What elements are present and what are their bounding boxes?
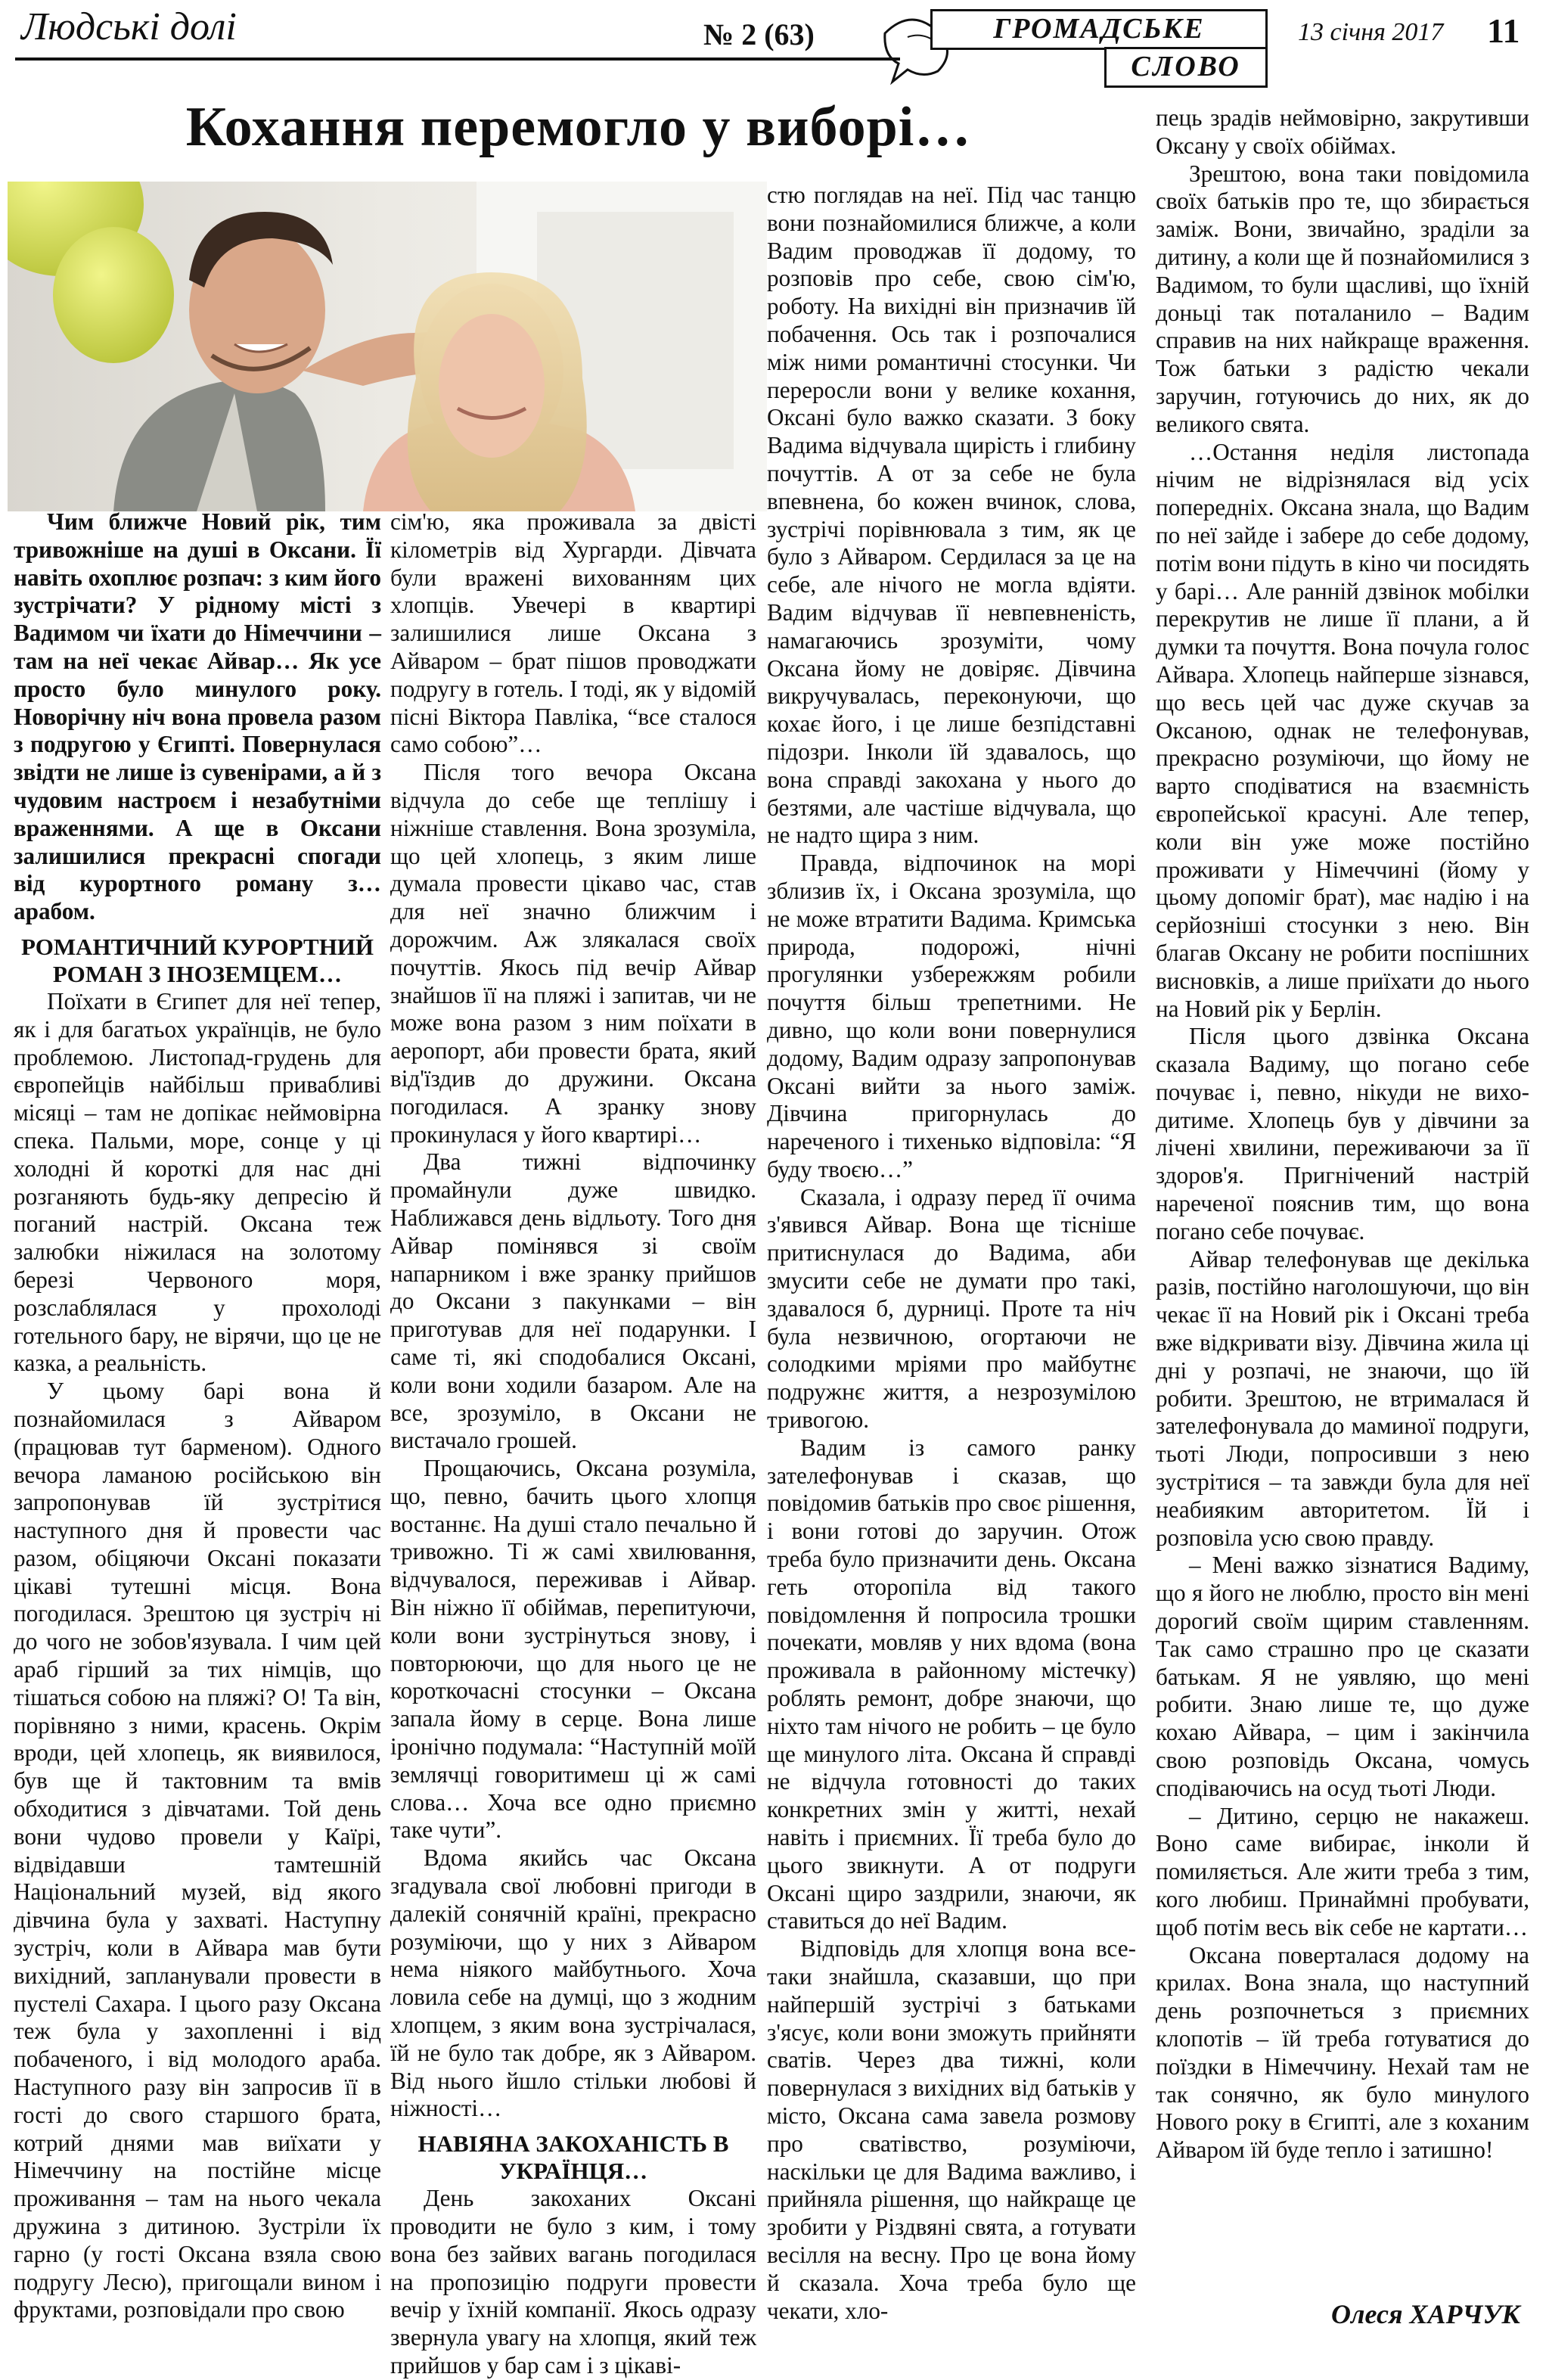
paragraph: Після цього дзвінка Оксана сказала Вадиму, що погано себе почуває і, певно, нікуди не виходитиме. Хлопець був у дівчини за лічені хвилини, переживаючи за її здоров'я. Пригнічений настрій нареченої пояснив тим, що вона погано себе почуває.	[1156, 1023, 1529, 1244]
paragraph: Правда, відпочинок на морі зблизив їх, і Оксана зрозуміла, що не може втратити Вадима. Кримська природа, подорожі, нічні прогулянки узбережжям робили почуття більш трепетними. Не дивно, що коли вони повернулися додому, Вадим одразу запропонував Оксані вийти за нього заміж. Дівчина пригорнулась до нареченого і тихенько відповіла: “Я буду твоєю…”	[767, 850, 1136, 1182]
paragraph: стю поглядав на неї. Під час танцю вони познайомилися ближче, а коли Вадим проводжав її додому, то розповів про себе, свою сім'ю, роботу. На вихідні він призначив їй побачення. Ось так і розпочалися між ними романтичні стосунки. Чи переросли вони у велике кохання, Оксані було важко сказати. З боку Вадима відчувала щирість і глибину почуттів. А от за себе не була впевнена, бо кожен вчинок, слова, зустрічі порівнювала з тим, як це було з Айваром. Сердилася за це на себе, але нічого не могла вдіяти. Вадим відчував її невпевненість, намагаючись зрозуміти, чому Оксана йому не довіряє. Дівчина викручувалась, переконуючи, що кохає його, і це лише безпідставні підозри. Інколи їй здавалось, що вона справді закохана у нього до безтями, але частіше відчувала, що не надто щира з ним.	[767, 182, 1136, 849]
article-column-2	[390, 508, 756, 2380]
newspaper-masthead	[877, 3, 1271, 88]
paragraph: Два тижні відпочинку промайнули дуже швидко. Наближався день відльоту. Того дня Айвар помінявся зі своїм напарником і вже зранку прийшов до Оксани з пакунками – він приготував для неї подарунки. І саме ті, які сподобалися Оксані, коли вони ходили базаром. Але на все, зрозуміло, в Оксани не вистачало грошей.	[390, 1148, 756, 1454]
paragraph: сім'ю, яка проживала за двісті кілометрів від Хургарди. Дівчата були вражені вихованням цих хлопців. Увечері в квартирі залишилися лише Оксана з Айваром – брат пішов проводжати подругу в готель. І тоді, як у відомій пісні Віктора Павліка, “все сталося само собою”…	[390, 508, 756, 758]
paragraph: Вадим із самого ранку зателефонував і сказав, що повідомив батьків про своє рішення, і вони готові до заручин. Отож треба було призначити день. Оксана геть оторопіла від такого повідомлення й попросила трошки почекати, мовляв у них вдома (вона проживала в районному містечку) роблять ремонт, добре знаючи, що ніхто там нічого не робить – це було ще минулого літа. Оксана й справді не відчула готовності до таких конкретних змін у житті, нехай навіть і приємних. Її треба було до цього звикнути. А от подруги Оксані щиро заздрили, знаючи, як ставиться до неї Вадим.	[767, 1434, 1136, 1934]
paragraph: Поїхати в Єгипет для неї тепер, як і для багатьох українців, не було проблемою. Листопад-грудень для європейців найбільш привабливі місяці – там не допікає неймовірна спека. Пальми, море, сонце у ці холодні й короткі для нас дні розганяють будь-яку депресію й поганий настрій. Оксана теж залюбки ніжилася на золотому березі Червоного моря, розслаблялася у прохолоді готельного бару, не вірячи, що це не казка, а реальність.	[14, 987, 381, 1377]
section-title: Людські долі	[21, 5, 237, 48]
article-column-1	[14, 508, 381, 2324]
issue-date: 13 січня 2017	[1298, 18, 1444, 46]
page-header	[0, 0, 1549, 82]
article-lead: Чим ближче Новий рік, тим тривожніше на душі в Оксани. Її навіть охоплює розпач: з ким його зустрічати? У рідному місті з Вадимом чи їхати до Німеччини – там на неї чекає Айвар… Як усе просто було минулого року. Новорічну ніч вона провела разом з подругою у Єгипті. Повернулася звідти не лише із сувенірами, а й з чудовим настроєм і незабутніми враженнями. А ще в Оксани залишилися прекрасні спогади від курортного роману з… арабом.	[14, 508, 381, 925]
paragraph: Після того вечора Оксана відчула до себе ще теплішу і ніжніше ставлення. Вона зрозуміла, що цей хлопець, з яким лише думала провести цікаво час, став для неї значно ближчим і дорожчим. Аж злякалася своїх почуттів. Якось під вечір Айвар знайшов її на пляжі і запитав, чи не може вона разом з ним поїхати в аеропорт, аби провести брата, який від'їздив до дружини. Оксана погодилася. А зранку знову прокинулася у його квартирі…	[390, 759, 756, 1148]
article-column-3	[767, 182, 1136, 2325]
page-number: 11	[1487, 11, 1520, 50]
couple-photo	[8, 182, 767, 511]
paragraph: Сказала, і одразу перед її очима з'явився Айвар. Вона ще тісніше притиснулася до Вадима, аби змусити себе не думати про такі, здавалося б, дурниці. Проте та ніч була незвичною, огортаючи не солодкими мріями про майбутнє подружнє життя, а незрозумілою тривогою.	[767, 1183, 1136, 1434]
header-rule	[15, 57, 900, 61]
paragraph: пець зрадів неймовірно, закрутивши Оксану у своїх обіймах.	[1156, 104, 1529, 159]
subheading-resort-romance: РОМАНТИЧНИЙ КУРОРТНИЙ РОМАН З ІНОЗЕМЦЕМ…	[20, 933, 374, 987]
paragraph: Айвар телефонував ще декілька разів, постійно наголошуючи, що він чекає її на Новий рік і Оксані треба вже відкривати візу. Дівчина жила ці дні у розпачі, не знаючи, що їй робити. Зрештою, не втрималася й зателефонувала до маминої подруги, тьоті Люди, попросивши з нею зустрітися – та завжди була для неї неабияким авторитетом. Їй і розповіла усю свою правду.	[1156, 1245, 1529, 1551]
article-photo	[8, 182, 767, 511]
paragraph: Прощаючись, Оксана розуміла, що, певно, бачить цього хлопця востаннє. На душі стало печально й тривожно. Ті ж самі хвилювання, відчувалося, переживав і Айвар. Він ніжно її обіймав, перепитуючи, коли вони зустрінуться знову, і повторюючи, що для нього це не короткочасні стосунки – Оксана запала йому в серце. Вона лише іронічно подумала: “Наступній моїй землячці говоритимеш ці ж самі слова… Хоча все одно приємно таке чути”.	[390, 1455, 756, 1844]
paragraph: День закоханих Оксані проводити не було з ким, і тому вона без зайвих вагань погодилася на пропозицію подруги провести вечір у їхній компанії. Якось одразу звернула увагу на хлопця, який теж прийшов у бар сам і з цікаві-	[390, 2185, 756, 2378]
paragraph: …Остання неділя листопада нічим не відрізнялася від усіх попередніх. Оксана знала, що Вадим по неї зайде і забере до себе додому, потім вони підуть в кіно чи посидять у барі… Але ранній дзвінок мобілки перекрутив не лише її плани, а й думки та почуття. Вона почула голос Айвара. Хлопець найперше зізнався, що весь цей час дуже скучав за Оксаною, однак не телефонував, прекрасно розуміючи, що йому не варто сподіватися на взаємність європейської красуні. Але тепер, коли він уже може постійно проживати у Німеччині (йому у цьому допоміг брат), має надію і на серйозніші стосунки з нею. Він благав Оксану не робити поспішних висновків, а лише приїхати до нього на Новий рік у Берлін.	[1156, 438, 1529, 1022]
paragraph: – Мені важко зізнатися Вадиму, що я його не люблю, просто він мені дорогий своїм щирим ставленням. Так само страшно про це сказати батькам. Я не уявляю, що мені робити. Знаю лише те, що дуже кохаю Айвара, – цим і закінчила свою розповідь Оксана, чомусь сподіваючись на осуд тьоті Люди.	[1156, 1552, 1529, 1801]
paragraph: У цьому барі вона й познайомилася з Айваром (працював тут барменом). Одного вечора ламаною російською він запропонував їй зустрітися наступного дня й провести час разом, обіцяючи Оксані показати цікаві тутешні місця. Вона погодилася. Зрештою ця зустріч ні до чого не зобов'язувала. І чим цей араб гірший за тих німців, що тішаться собою на пляжі? О! Та він, порівняно з ними, красень. Окрім вроди, цей хлопець, як виявилося, був ще й тактовним та вмів обходитися з дівчатами. Той день вони чудово провели у Каїрі, відвідавши тамтешній Національний музей, від якого дівчина була у захваті. Наступну зустріч, коли в Айвара мав бути вихідний, запланували провести в пустелі Сахара. І цього разу Оксана теж була у захопленні і від побаченого, і від молодого араба. Наступного разу він запросив її в гості до свого старшого брата, котрий днями мав виїхати у Німеччину на постійне місце проживання – там на нього чекала дружина з дитиною. Зустріли їх гарно (у гості Оксана взяла свою подругу Лесю), пригощали вином і фруктами, розповідали про свою	[14, 1378, 381, 2323]
paragraph: Вдома якийсь час Оксана згадувала свої любовні пригоди в далекій сонячній країні, прекрасно розуміючи, що у них з Айваром нема ніякого майбутнього. Хоча ловила себе на думці, що з жодним хлопцем, з яким вона зустрічалася, їй не було так добре, як з Айваром. Від нього йшло стільки любові й ніжності…	[390, 1844, 756, 2122]
masthead-title: ГРОМАДСЬКЕ	[930, 9, 1268, 50]
paragraph: Зрештою, вона таки повідомила своїх батьків про те, що збирається заміж. Вони, звичайно, зраділи за дитину, а коли ще й познайомилися з Вадимом, то були щасливі, що їхній доньці так поталанило – Вадим справив на них найкраще враження. Тож батьки з радістю чекали заручин, готуючись до них, як до великого свята.	[1156, 160, 1529, 437]
issue-number: № 2 (63)	[703, 17, 815, 51]
subheading-ukrainian-love: НАВІЯНА ЗАКОХАНІСТЬ В УКРАЇНЦЯ…	[418, 2130, 729, 2185]
paragraph: Оксана поверталася додому на крилах. Вона знала, що наступний день розпочнеться з приємних клопотів – їй треба готуватися до поїздки в Німеччину. Нехай там не так сонячно, як було минулого Нового року в Єгипті, але з коханим Айваром їй буде тепло і затишно!	[1156, 1941, 1529, 2164]
paragraph: – Дитино, серцю не накажеш. Воно саме вибирає, інколи й помиляється. Але жити треба з тим, кого любиш. Принаймні пробувати, щоб потім весь вік себе не картати…	[1156, 1802, 1529, 1940]
author-byline: Олеся ХАРЧУК	[1331, 2299, 1520, 2329]
masthead-subtitle: СЛОВО	[1104, 47, 1268, 88]
paragraph: Відповідь для хлопця вона все-таки знайшла, сказавши, що при найпершій зустрічі з батьками з'ясує, коли вони зможуть прийняти сватів. Через два тижні, коли повернулася з вихідних від батьків у місто, Оксана сама завела розмову про сватівство, розуміючи, наскільки це для Вадима важливо, і прийняла рішення, що найкраще це зробити у Різдвяні свята, а готувати весілля на весну. Про це вона йому й сказала. Хоча треба було ще чекати, хло-	[767, 1935, 1136, 2324]
article-headline: Кохання перемогло у виборі…	[185, 96, 972, 158]
article-column-4	[1156, 104, 1529, 2164]
